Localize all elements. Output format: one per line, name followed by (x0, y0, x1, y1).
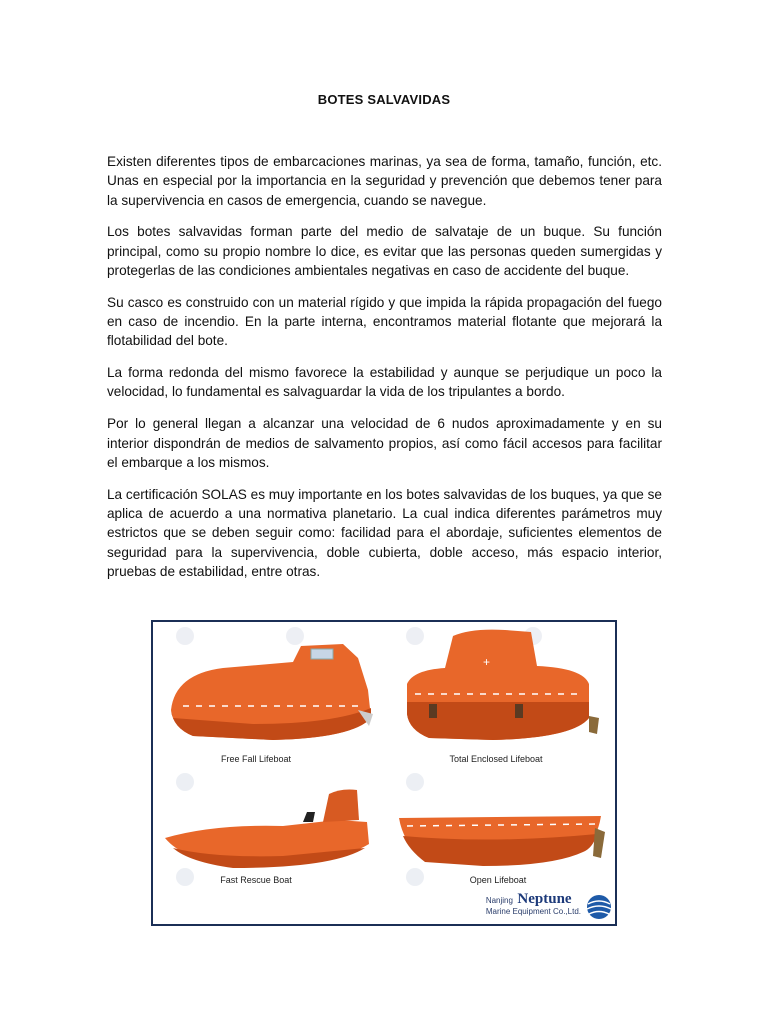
brand-tagline: Marine Equipment Co.,Ltd. (485, 907, 581, 916)
lifeboats-figure (151, 620, 617, 926)
paragraph-1: Existen diferentes tipos de embarcaciones marinas, ya sea de forma, tamaño, función, etc. Unas en especial por la importancia en la seguridad y prevención que debemos tener para la supervivencia en casos de emergencia, cuando se navegue. (107, 154, 662, 208)
brand-city: Nanjing (485, 896, 513, 905)
caption-total-enclosed-lifeboat: Total Enclosed Lifeboat (449, 754, 543, 764)
paragraph-2: Los botes salvavidas forman parte del medio de salvataje de un buque. Su función principal, como su propio nombre lo dice, es evitar que las personas queden sumergidas y protegerlas de las condiciones ambientales negativas en caso de accidente del buque. (107, 224, 662, 278)
fast-rescue-boat-image (165, 790, 369, 869)
document-title: BOTES SALVAVIDAS (317, 92, 451, 107)
total-enclosed-lifeboat-image (407, 630, 599, 740)
paragraph-6: La certificación SOLAS es muy importante en los botes salvavidas de los buques, ya que se aplica de acuerdo a una normativa planetario. La cual indica diferentes parámetros muy estrictos que se deben seguir como: facilidad para el abordaje, suficientes elementos de seguridad para la supervivencia, doble cubierta, doble acceso, más espacio interior, pruebas de estabilidad, entre otras. (107, 486, 662, 579)
paragraph-5: Por lo general llegan a alcanzar una velocidad de 6 nudos aproximadamente y en su interior dispondrán de medios de salvamento propios, así como fácil accesos para facilitar el embarque a los mismos. (107, 416, 662, 470)
caption-open-lifeboat: Open Lifeboat (469, 875, 527, 885)
brand-name: Neptune (517, 891, 572, 907)
free-fall-lifeboat-image (171, 644, 373, 740)
open-lifeboat-image (399, 816, 605, 866)
brand-block (486, 890, 581, 916)
svg-text:+: + (483, 655, 491, 669)
caption-fast-rescue-boat: Fast Rescue Boat (220, 875, 292, 885)
paragraph-3: Su casco es construido con un material rígido y que impida la rápida propagación del fuego en caso de incendio. En la parte interna, encontramos material flotante que mejorará la flotabilidad del bote. (107, 294, 662, 349)
caption-free-fall-lifeboat: Free Fall Lifeboat (220, 754, 292, 764)
paragraph-4: La forma redonda del mismo favorece la estabilidad y aunque se perjudique un poco la velocidad, lo fundamental es salvaguardar la vida de los tripulantes a bordo. (107, 365, 662, 400)
neptune-logo-icon (587, 895, 611, 919)
document-body (107, 152, 662, 594)
